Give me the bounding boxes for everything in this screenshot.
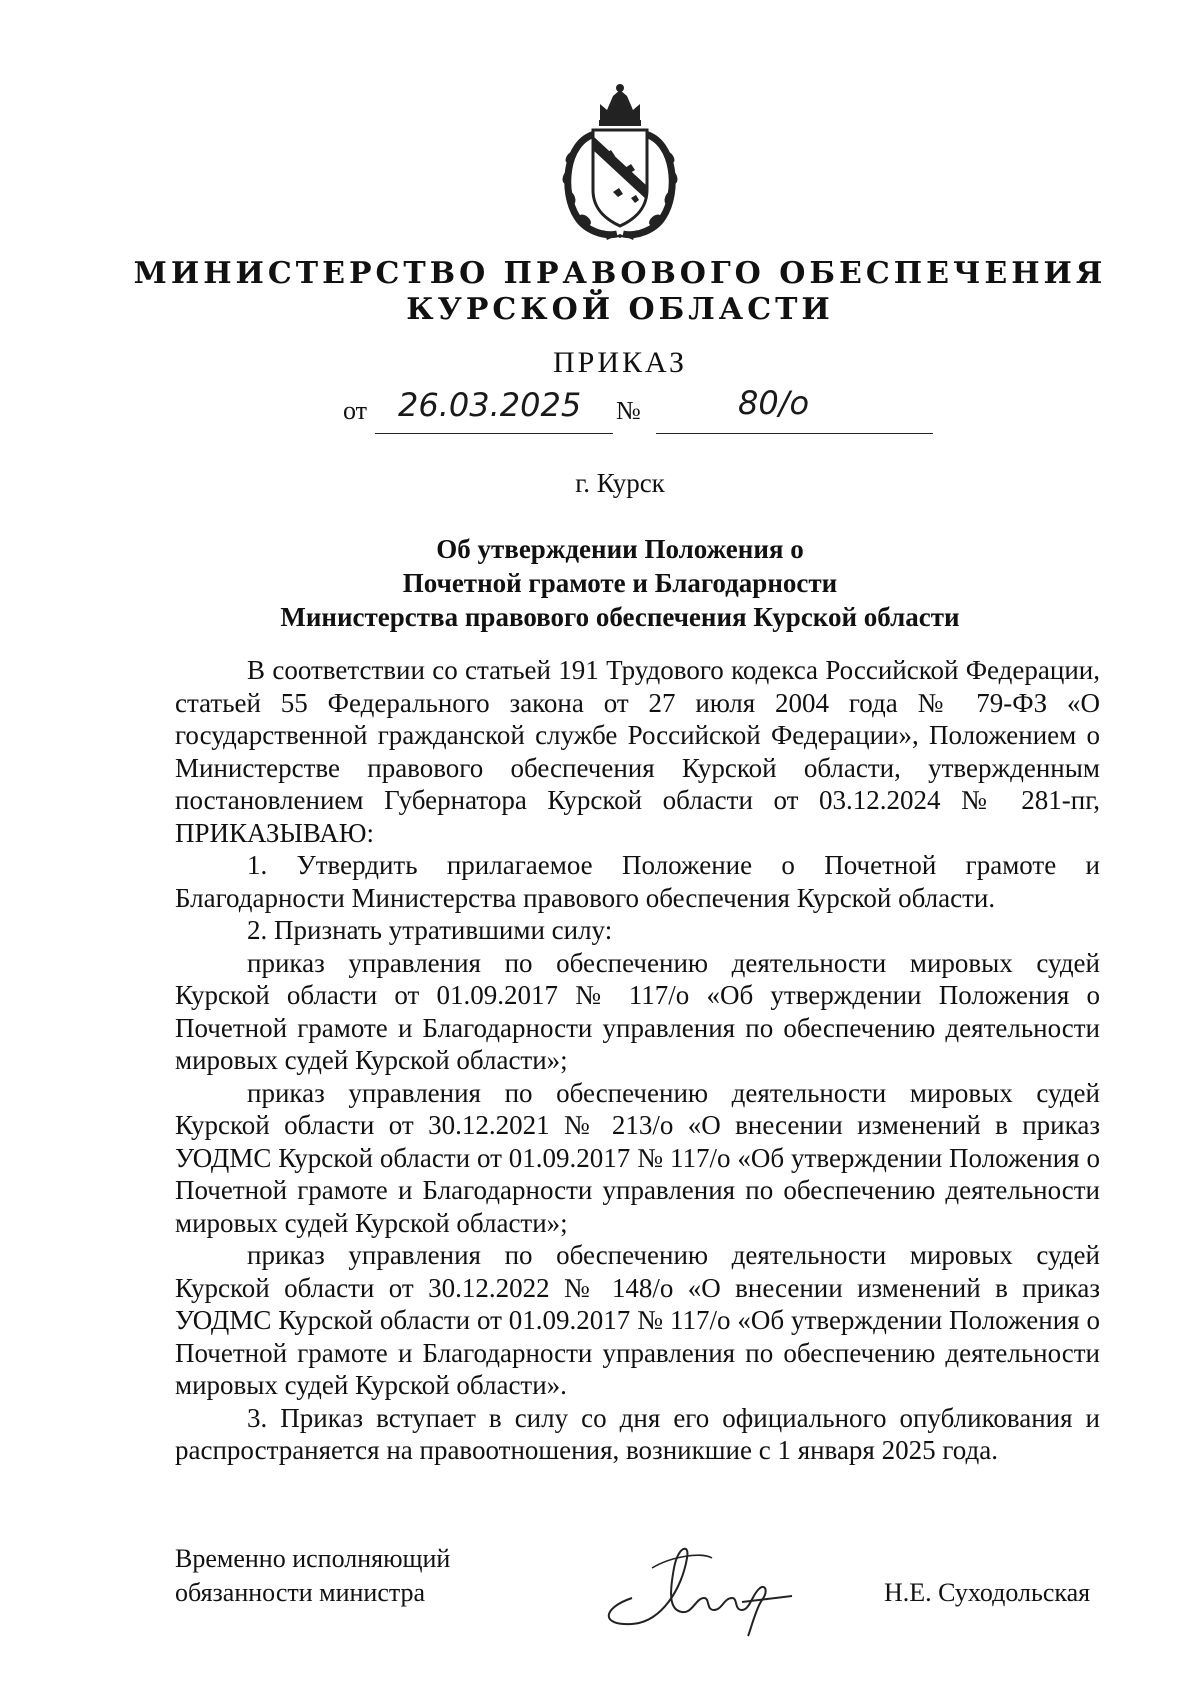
body-paragraph: приказ управления по обеспечению деятельности мировых судей Курской области от 30.12.2021 № 213/о «О внесении изменений в приказ УОДМС Курской области от 01.09.2017 № 117/о «Об утверждении Положения о Почетной грамоте и Благодарности управления по обеспечению деятельности мировых судей Курской области»; bbox=[175, 1077, 1100, 1238]
document-title bbox=[20, 532, 1200, 634]
body-paragraph: 1. Утвердить прилагаемое Положение о Почетной грамоте и Благодарности Министерства правового обеспечения Курской области. bbox=[175, 850, 1100, 913]
date-prefix: от bbox=[343, 396, 368, 425]
signatory-name: Н.Е. Суходольская bbox=[884, 1578, 1091, 1607]
signatory-role bbox=[175, 1542, 450, 1610]
handwritten-number: 80/о bbox=[738, 384, 810, 422]
document-type: ПРИКАЗ bbox=[553, 346, 687, 379]
document-body bbox=[175, 654, 1100, 1467]
handwritten-date: 26.03.2025 bbox=[398, 386, 582, 424]
title-line: Министерства правового обеспечения Курской области bbox=[280, 602, 960, 632]
city: г. Курск bbox=[575, 468, 665, 498]
body-paragraph: приказ управления по обеспечению деятельности мировых судей Курской области от 30.12.2022 № 148/о «О внесении изменений в приказ УОДМС Курской области от 01.09.2017 № 117/о «Об утверждении Положения о Почетной грамоте и Благодарности управления по обеспечению деятельности мировых судей Курской области». bbox=[175, 1240, 1100, 1400]
title-line: Об утверждении Положения о bbox=[436, 534, 804, 564]
signatory-role-line: обязанности министра bbox=[175, 1578, 426, 1607]
body-paragraph: 3. Приказ вступает в силу со дня его официального опубликования и распространяется на правоотношения, возникшие с 1 января 2025 года. bbox=[175, 1402, 1100, 1465]
title-line: Почетной грамоте и Благодарности bbox=[402, 568, 838, 598]
handwritten-signature-icon bbox=[592, 1528, 812, 1638]
body-paragraph: приказ управления по обеспечению деятельности мировых судей Курской области от 01.09.2017 № 117/о «Об утверждении Положения о Почетной грамоте и Благодарности управления по обеспечению деятельности мировых судей Курской области»; bbox=[175, 947, 1100, 1075]
signatory-role-line: Временно исполняющий bbox=[175, 1544, 451, 1573]
date-underline bbox=[375, 433, 613, 434]
number-underline bbox=[656, 433, 933, 434]
ministry-name-line2: КУРСКОЙ ОБЛАСТИ bbox=[406, 292, 834, 327]
ministry-name-line1: МИНИСТЕРСТВО ПРАВОВОГО ОБЕСПЕЧЕНИЯ bbox=[133, 256, 1107, 291]
coat-of-arms-icon bbox=[555, 82, 685, 242]
body-paragraph: 2. Признать утратившими силу: bbox=[247, 915, 613, 945]
number-label: № bbox=[616, 396, 641, 425]
body-paragraph: В соответствии со статьей 191 Трудового кодекса Российской Федерации, статьей 55 Федерального закона от 27 июля 2004 года № 79-ФЗ «О государственной гражданской службе Российской Федерации», Положением о Министерстве правового обеспечения Курской области, утвержденным постановлением Губернатора Курской области от 03.12.2024 № 281-пг, ПРИКАЗЫВАЮ: bbox=[175, 655, 1100, 848]
